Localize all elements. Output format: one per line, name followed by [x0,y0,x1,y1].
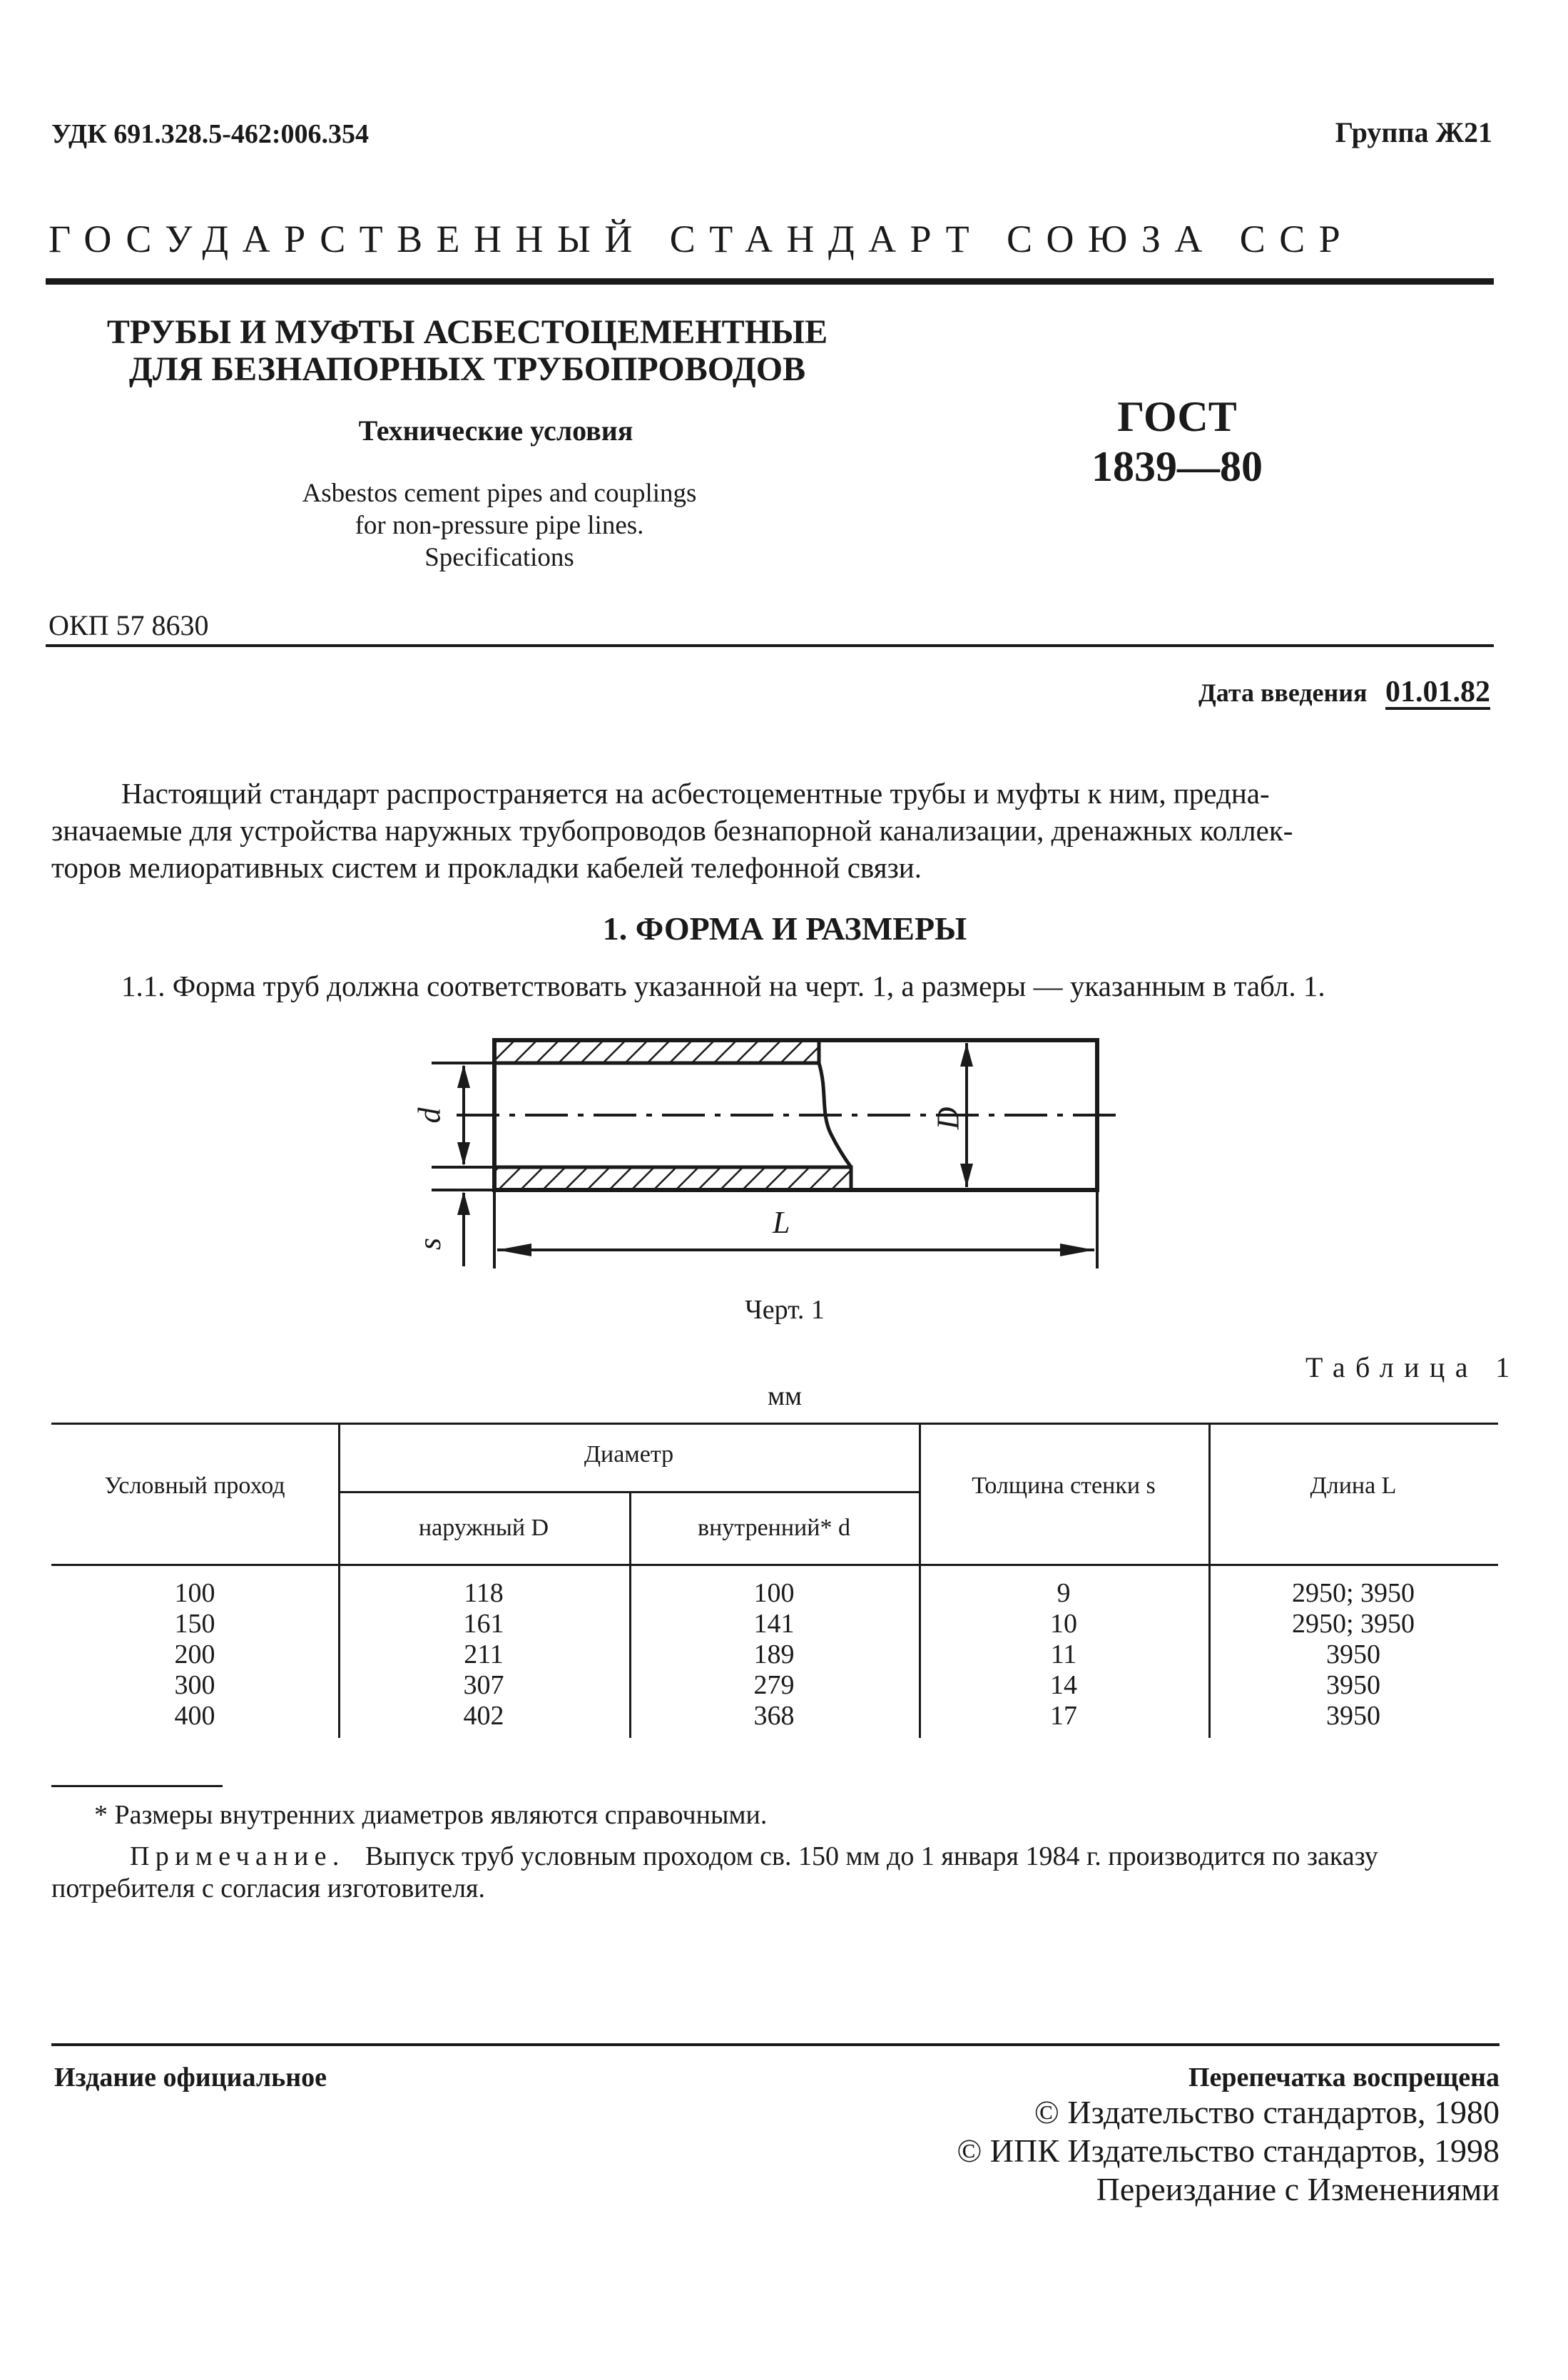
note-line2: потребителя с согласия изготовителя. [51,1873,486,1903]
header-diameter: Диаметр [584,1441,674,1468]
title-line2: ДЛЯ БЕЗНАПОРНЫХ ТРУБОПРОВОДОВ [128,350,806,388]
note-line1: Выпуск труб условным проходом св. 150 мм до 1 января 1984 г. производится по заказу [365,1841,1378,1871]
note-label: Примечание. [130,1841,345,1871]
header-nominal: Условный проход [104,1473,285,1499]
gost-label: ГОСТ [1117,393,1237,440]
okp-code: ОКП 57 8630 [49,609,209,641]
copyright-1998: © ИПК Издательство стандартов, 1998 [957,2132,1500,2169]
table-title: Таблица 1 [1305,1351,1520,1383]
reissue-note: Переиздание с Изменениями [1096,2171,1500,2207]
subtitle: Технические условия [358,415,633,447]
drawing-caption: Черт. 1 [745,1295,825,1325]
official-edition: Издание официальное [54,2063,327,2092]
state-standard-heading: ГОСУДАРСТВЕННЫЙ СТАНДАРТ СОЮЗА ССР [49,218,1355,260]
top-wall [494,1040,819,1063]
label-s: s [412,1237,448,1251]
footnote: * Размеры внутренних диаметров являются справочными. [94,1800,768,1830]
label-L: L [773,1205,790,1240]
reprint-prohibited: Перепечатка воспрещена [1188,2063,1500,2092]
header-rule [46,278,1494,285]
label-d: d [412,1107,447,1124]
footer-rule [51,2043,1500,2046]
intro-line2: значаемые для устройства наружных трубопроводов безнапорной канализации, дренажных коллек- [51,814,1293,847]
section-heading: 1. ФОРМА И РАЗМЕРЫ [602,910,967,947]
footnote-rule [51,1785,223,1787]
english-title-line2: for non-pressure pipe lines. [355,511,644,540]
udc-code: УДК 691.328.5-462:006.354 [51,119,370,149]
copyright-1980: © Издательство стандартов, 1980 [1034,2094,1500,2130]
date-label: Дата введения [1198,678,1368,707]
section-paragraph: 1.1. Форма труб должна соответствовать указанной на черт. 1, а размеры — указанным в табл. 1. [121,970,1325,1002]
pipe-drawing [399,1020,1141,1291]
table-unit: мм [767,1381,803,1411]
header-wall: Толщина стенки s [972,1473,1156,1499]
header-inner: внутренний* d [698,1515,850,1541]
english-title-line1: Asbestos cement pipes and couplings [302,479,697,508]
header-outer: наружный D [418,1515,549,1541]
bottom-wall [494,1167,851,1190]
label-D: D [930,1107,966,1130]
date-value: 01.01.82 [1385,676,1490,708]
group-code: Группа Ж21 [1335,116,1492,148]
intro-line1: Настоящий стандарт распространяется на асбестоцементные трубы и муфты к ним, предна- [121,777,1270,810]
intro-line3: торов мелиоративных систем и прокладки кабелей телефонной связи. [51,851,922,884]
title-line1: ТРУБЫ И МУФТЫ АСБЕСТОЦЕМЕНТНЫЕ [106,313,828,351]
gost-number: 1839—80 [1091,443,1263,490]
title-rule [46,644,1494,647]
english-title-line3: Specifications [424,543,574,572]
header-length: Длина L [1310,1473,1397,1499]
